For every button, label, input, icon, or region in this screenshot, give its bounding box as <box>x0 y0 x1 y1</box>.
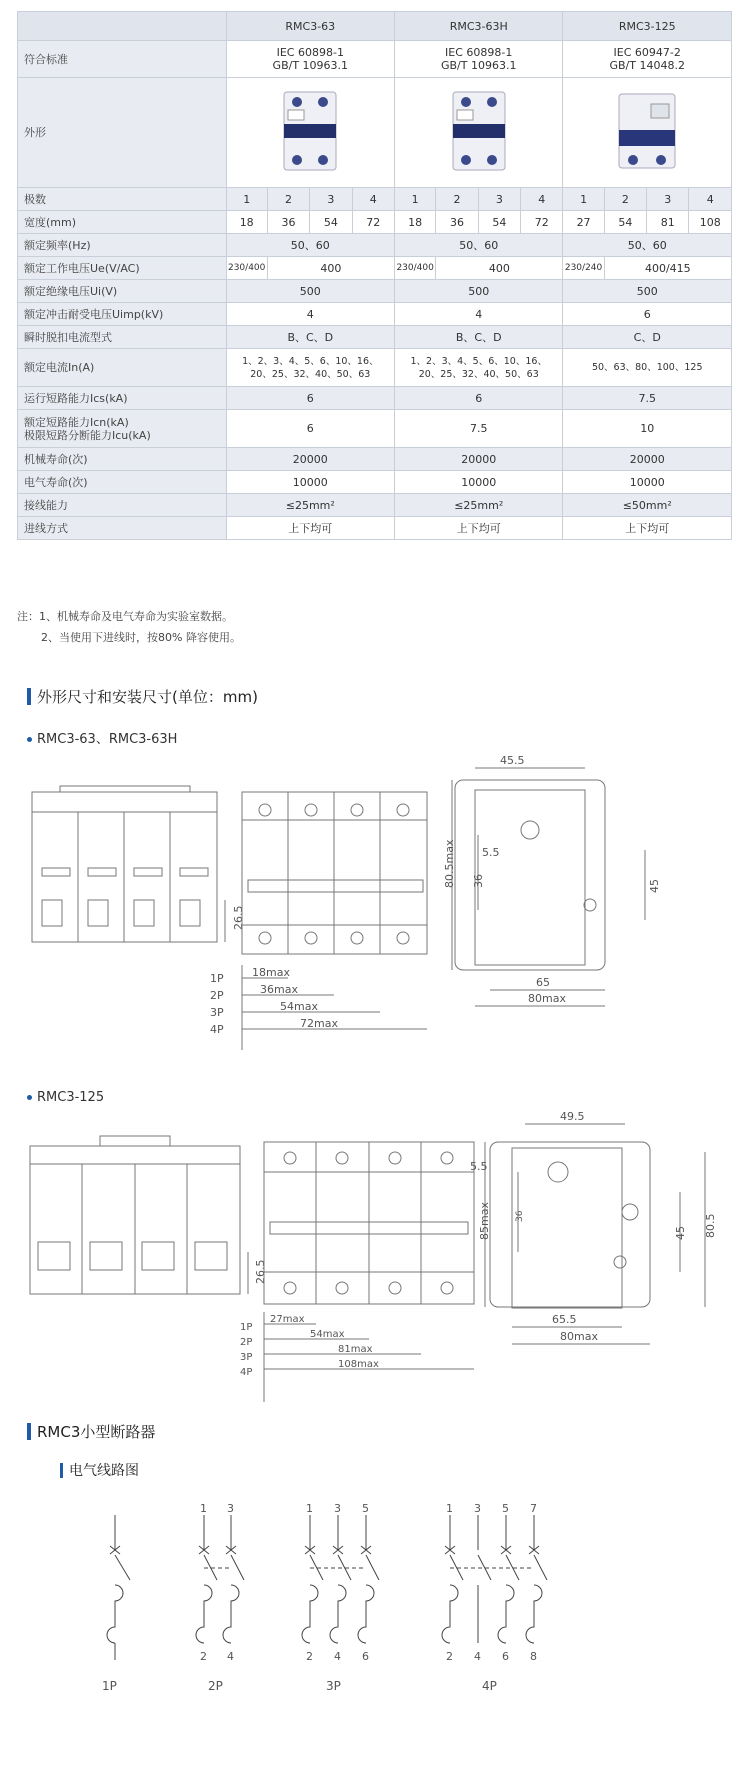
side-view <box>443 754 661 1006</box>
svg-text:3P: 3P <box>210 1006 224 1019</box>
header-row <box>18 12 732 41</box>
svg-text:85max: 85max <box>478 1202 491 1240</box>
svg-text:5: 5 <box>502 1502 509 1515</box>
row-icn: 额定短路能力Icn(kA) 极限短路分断能力Icu(kA) 6 7.5 10 <box>18 410 732 448</box>
model-header: RMC3-63 <box>226 12 394 41</box>
row-standard: 符合标准 IEC 60898-1 GB/T 10963.1 IEC 60898-1 GB/T 10963.1 IEC 60947-2 GB/T 14048.2 <box>18 41 732 78</box>
svg-text:1P: 1P <box>210 972 224 985</box>
svg-text:36: 36 <box>515 1210 525 1222</box>
row-frequency: 额定频率(Hz) 50、60 50、60 50、60 <box>18 234 732 257</box>
circuit-2p <box>196 1502 244 1693</box>
svg-text:1: 1 <box>446 1502 453 1515</box>
svg-text:36max: 36max <box>260 983 298 996</box>
svg-text:80.5: 80.5 <box>704 1213 717 1238</box>
note-line: 2、当使用下进线时，按80% 降容使用。 <box>41 631 241 644</box>
svg-text:81max: 81max <box>338 1344 373 1355</box>
svg-text:1: 1 <box>306 1502 313 1515</box>
svg-text:5: 5 <box>362 1502 369 1515</box>
svg-text:8: 8 <box>530 1650 537 1663</box>
section-title-dimensions: 外形尺寸和安装尺寸(单位：mm) <box>27 686 258 707</box>
svg-text:1P: 1P <box>102 1679 117 1693</box>
svg-text:4P: 4P <box>240 1367 253 1378</box>
svg-text:65.5: 65.5 <box>552 1313 577 1326</box>
circuit-diagrams <box>90 1500 670 1700</box>
svg-text:54max: 54max <box>310 1329 345 1340</box>
svg-text:3P: 3P <box>240 1352 253 1363</box>
svg-text:1P: 1P <box>240 1322 253 1333</box>
svg-text:80.5max: 80.5max <box>443 839 456 888</box>
subtitle-rmc3-125: RMC3-125 <box>27 1090 104 1105</box>
standard-value: GB/T 14048.2 <box>609 59 685 72</box>
svg-text:2: 2 <box>446 1650 453 1663</box>
model-header: RMC3-63H <box>395 12 563 41</box>
svg-text:26.5: 26.5 <box>232 905 245 930</box>
svg-text:54max: 54max <box>280 1000 318 1013</box>
circuit-4p <box>442 1502 547 1693</box>
standard-value: GB/T 10963.1 <box>272 59 349 72</box>
svg-text:2: 2 <box>200 1650 207 1663</box>
svg-text:80max: 80max <box>560 1330 598 1343</box>
row-voltage: 额定工作电压Ue(V/AC) 230/400 400 230/400 400 230/240 400/415 <box>18 257 732 280</box>
section-title-breaker: RMC3小型断路器 <box>27 1421 155 1442</box>
svg-text:7: 7 <box>530 1502 537 1515</box>
dim-drawing-rmc3-125 <box>20 1112 740 1402</box>
standard-value: IEC 60947-2 <box>613 46 681 59</box>
row-current: 额定电流In(A) 1、2、3、4、5、6、10、16、 20、25、32、40、50、63 1、2、3、4、5、6、10、16、 20、25、32、40、50、63 50、63、80、100、125 <box>18 349 732 387</box>
front-view <box>32 786 245 942</box>
svg-text:26.5: 26.5 <box>254 1259 267 1284</box>
svg-text:6: 6 <box>502 1650 509 1663</box>
row-insulation: 额定绝缘电压Ui(V) 500 500 500 <box>18 280 732 303</box>
svg-text:2P: 2P <box>210 989 224 1002</box>
front-view <box>30 1136 267 1294</box>
svg-text:6: 6 <box>362 1650 369 1663</box>
row-appearance: 外形 <box>18 78 732 188</box>
svg-text:2: 2 <box>306 1650 313 1663</box>
row-uimp: 额定冲击耐受电压Uimp(kV) 4 4 6 <box>18 303 732 326</box>
note-line: 注：1、机械寿命及电气寿命为实验室数据。 <box>17 610 233 623</box>
row-poles: 极数 1 2 3 4 1 2 3 4 1 2 3 4 <box>18 188 732 211</box>
svg-text:49.5: 49.5 <box>560 1112 585 1123</box>
svg-text:45.5: 45.5 <box>500 754 525 767</box>
svg-text:4: 4 <box>227 1650 234 1663</box>
product-photo-rmc3-63 <box>226 78 394 188</box>
standard-value: GB/T 10963.1 <box>440 59 517 72</box>
circuit-1p <box>102 1515 130 1693</box>
row-width: 宽度(mm) 18 36 54 72 18 36 54 72 27 54 81 108 <box>18 211 732 234</box>
svg-text:1: 1 <box>200 1502 207 1515</box>
row-trip: 瞬时脱扣电流型式 B、C、D B、C、D C、D <box>18 326 732 349</box>
subtitle-circuit: 电气线路图 <box>60 1460 139 1480</box>
svg-text:27max: 27max <box>270 1314 305 1325</box>
dim-drawing-rmc3-63 <box>20 750 740 1080</box>
circuit-3p <box>302 1502 379 1693</box>
product-photo-rmc3-125 <box>563 78 732 188</box>
row-mech: 机械寿命(次) 20000 20000 20000 <box>18 448 732 471</box>
subtitle-rmc3-63: RMC3-63、RMC3-63H <box>27 728 177 747</box>
svg-text:3: 3 <box>474 1502 481 1515</box>
product-photo-rmc3-63h <box>395 78 563 188</box>
side-view <box>470 1112 717 1344</box>
svg-text:2P: 2P <box>240 1337 253 1348</box>
svg-text:36: 36 <box>472 874 485 888</box>
row-elec: 电气寿命(次) 10000 10000 10000 <box>18 471 732 494</box>
svg-text:80max: 80max <box>528 992 566 1005</box>
svg-text:4: 4 <box>474 1650 481 1663</box>
spec-table <box>17 11 732 597</box>
svg-text:3: 3 <box>227 1502 234 1515</box>
svg-text:5.5: 5.5 <box>482 846 500 859</box>
svg-text:72max: 72max <box>300 1017 338 1030</box>
svg-text:108max: 108max <box>338 1359 379 1370</box>
svg-text:3: 3 <box>334 1502 341 1515</box>
svg-text:4P: 4P <box>482 1679 497 1693</box>
notes <box>17 606 241 648</box>
svg-text:4P: 4P <box>210 1023 224 1036</box>
model-header: RMC3-125 <box>563 12 732 41</box>
svg-text:65: 65 <box>536 976 550 989</box>
svg-text:2P: 2P <box>208 1679 223 1693</box>
svg-text:18max: 18max <box>252 966 290 979</box>
svg-text:4: 4 <box>334 1650 341 1663</box>
svg-text:45: 45 <box>674 1226 687 1240</box>
row-ics: 运行短路能力Ics(kA) 6 6 7.5 <box>18 387 732 410</box>
svg-text:5.5: 5.5 <box>470 1160 488 1173</box>
standard-value: IEC 60898-1 <box>445 46 513 59</box>
svg-text:3P: 3P <box>326 1679 341 1693</box>
svg-text:45: 45 <box>648 879 661 893</box>
row-entry: 进线方式 上下均可 上下均可 上下均可 <box>18 517 732 540</box>
standard-value: IEC 60898-1 <box>276 46 344 59</box>
top-view <box>240 1142 474 1402</box>
row-wiring: 接线能力 ≤25mm² ≤25mm² ≤50mm² <box>18 494 732 517</box>
